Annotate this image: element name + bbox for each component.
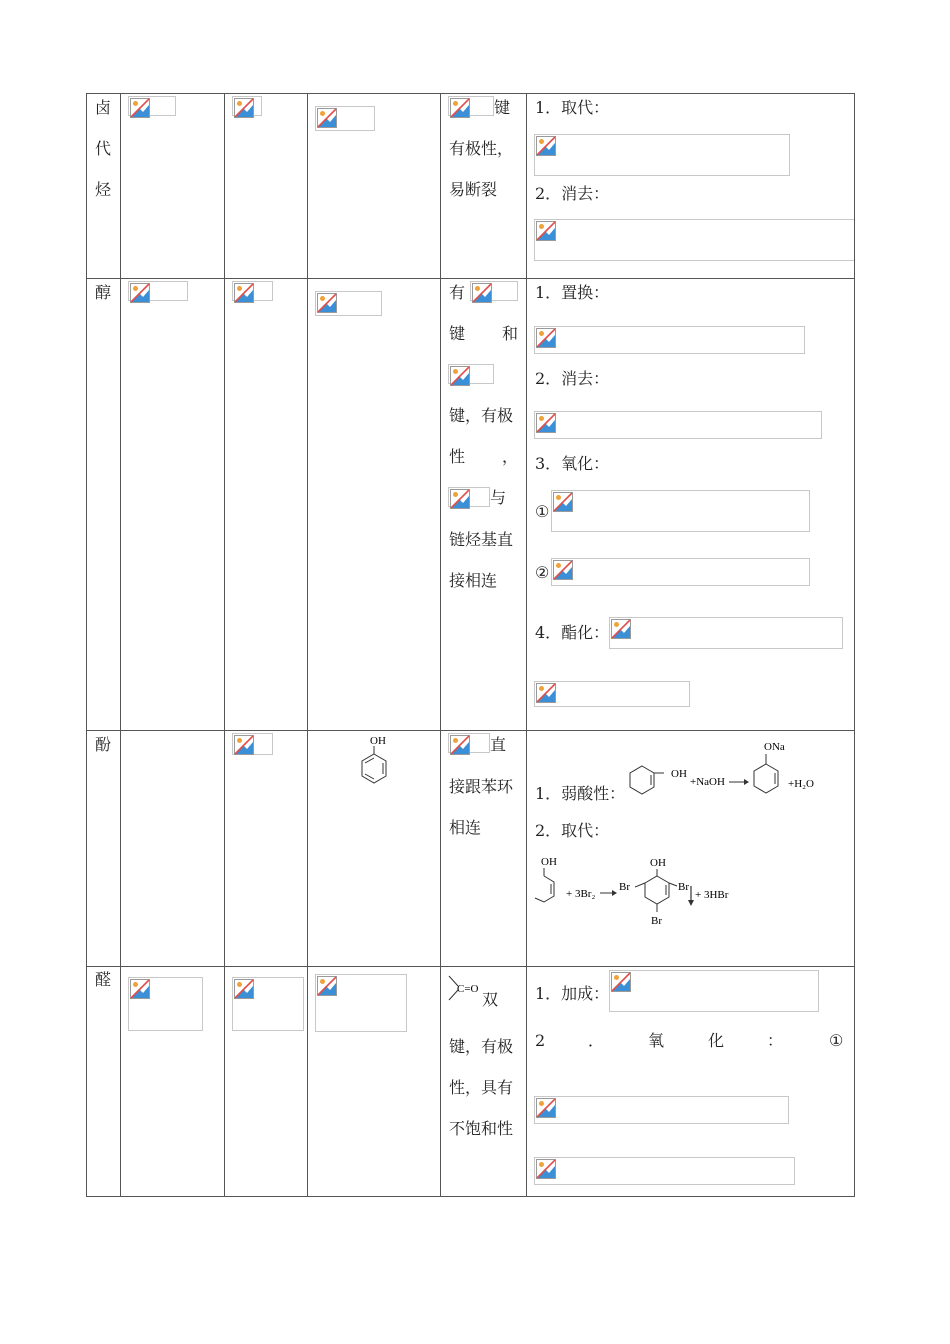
reaction-label: ． [588, 1031, 605, 1050]
broken-image-icon [128, 281, 188, 301]
reaction-label: 1．取代： [535, 98, 610, 117]
row-name-char: 醛 [95, 970, 112, 989]
circled-number: ② [535, 563, 550, 582]
row-name-char: 烃 [95, 180, 112, 199]
svg-text:OH: OH [370, 735, 386, 747]
broken-image-icon [470, 281, 518, 301]
svg-text:C=O: C=O [457, 983, 479, 995]
reaction-label: 1．置换： [535, 283, 610, 302]
broken-image-icon [609, 617, 843, 649]
broken-image-icon [232, 281, 273, 301]
bond-text: 和 [502, 324, 519, 343]
reaction-label: 化 [708, 1031, 725, 1050]
svg-text:ONa: ONa [764, 741, 785, 753]
circled-number: ① [535, 502, 550, 521]
bond-text: 接跟苯环 [449, 777, 514, 796]
svg-text:Br: Br [651, 915, 662, 927]
broken-image-icon [448, 733, 490, 753]
svg-text:+ 3Br₂: + 3Br₂ [566, 888, 596, 900]
reaction-label: ： [767, 1031, 784, 1050]
svg-text:OH: OH [650, 857, 666, 869]
row-name-char: 醇 [95, 283, 112, 302]
reaction-label: 2 [535, 1031, 546, 1050]
bond-text: 不饱和性 [449, 1119, 514, 1138]
broken-image-icon [448, 96, 494, 116]
reaction-label: 2．消去： [535, 369, 610, 388]
bond-text: 有极性， [449, 139, 514, 158]
broken-image-icon [232, 733, 273, 755]
broken-image-icon [534, 1157, 795, 1185]
broken-image-icon [448, 364, 494, 384]
bond-text: 与 [490, 488, 507, 507]
bond-text: 键 [449, 324, 466, 343]
svg-text:+ 3HBr: + 3HBr [695, 889, 729, 901]
bond-text: 有 [449, 283, 466, 302]
broken-image-icon [534, 219, 854, 261]
reaction-label: 氧 [648, 1031, 665, 1050]
circled-number: ① [829, 1031, 844, 1050]
broken-image-icon [232, 977, 304, 1031]
broken-image-icon [128, 96, 176, 116]
bond-text: 相连 [449, 818, 482, 837]
broken-image-icon [534, 134, 790, 176]
bond-text: 性，具有 [449, 1078, 514, 1097]
reaction-label: 1．弱酸性： [535, 784, 626, 803]
carbonyl-group [446, 973, 486, 1005]
broken-image-icon [534, 1096, 789, 1124]
bond-text: ， [502, 447, 519, 466]
row-name-char: 代 [95, 139, 112, 158]
phenol-bromination-equation [532, 852, 742, 934]
svg-text:Br: Br [678, 881, 689, 893]
reaction-label: 2．消去： [535, 184, 610, 203]
broken-image-icon [315, 974, 407, 1032]
bond-text: 键 [494, 98, 511, 117]
broken-image-icon [551, 490, 810, 532]
reaction-label: 2．取代： [535, 821, 610, 840]
broken-image-icon [534, 326, 805, 354]
broken-image-icon [315, 291, 382, 316]
row-name-char: 酚 [95, 735, 112, 754]
svg-text:+H₂O: +H₂O [788, 778, 814, 790]
bond-text: 易断裂 [449, 180, 498, 199]
bond-text: 直 [490, 735, 507, 754]
bond-text: 接相连 [449, 571, 498, 590]
phenol-naoh-equation [620, 736, 830, 802]
svg-text:Br: Br [619, 881, 630, 893]
reaction-label: 3．氧化： [535, 454, 610, 473]
broken-image-icon [448, 487, 490, 507]
broken-image-icon [534, 681, 690, 707]
broken-image-icon [534, 411, 822, 439]
bond-text: 键，有极 [449, 1037, 514, 1056]
bond-text: 链烃基直 [449, 530, 514, 549]
reaction-label: 1．加成： [535, 984, 610, 1003]
svg-text:OH: OH [541, 856, 557, 868]
row-name-char: 卤 [95, 98, 112, 117]
bond-text: 性 [449, 447, 466, 466]
reaction-label: 4．酯化： [535, 623, 610, 642]
svg-text:OH: OH [671, 768, 687, 780]
bond-text: 键，有极 [449, 406, 514, 425]
svg-text:+NaOH: +NaOH [690, 776, 725, 788]
broken-image-icon [609, 970, 819, 1012]
broken-image-icon [128, 977, 203, 1031]
broken-image-icon [551, 558, 810, 586]
broken-image-icon [232, 96, 262, 116]
broken-image-icon [315, 106, 375, 131]
bond-text: 双 [482, 990, 499, 1009]
phenol-structure [355, 732, 395, 794]
